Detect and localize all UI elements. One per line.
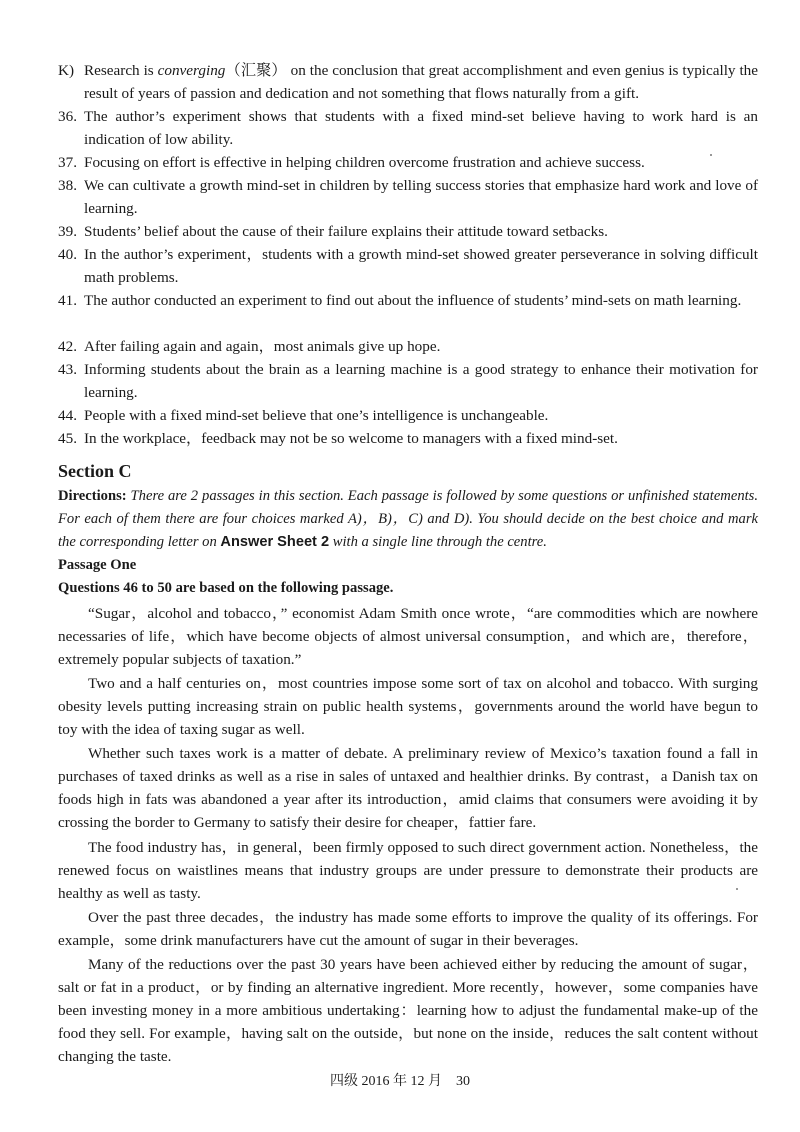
statement-number: 36. — [58, 108, 77, 125]
directions — [58, 485, 758, 554]
statement-text: People with a fixed mind-set believe that one’s intelligence is unchangeable. — [84, 407, 549, 424]
directions-text-1: There are 2 passages in this section. Each passage is followed by some questions or unfinished statements. For each of them there are four choices marked A)，B)，C) and D). You should decide on the best choice and mark the corresponding letter on — [58, 488, 758, 550]
statement-text: Focusing on effort is effective in helping children overcome frustration and achieve success. — [84, 154, 645, 171]
page-footer: 四级 2016 年 12 月 30 — [330, 1074, 470, 1089]
passage-paragraph: “Sugar，alcohol and tobacco，” economist Adam Smith once wrote，“are commodities which are nowhere necessaries of life，which have become objects of almost universal consumption，and which are，therefore，extremely popular subjects of taxation.” — [58, 605, 758, 668]
item-k-text — [84, 59, 758, 105]
statement-text: In the workplace，feedback may not be so welcome to managers with a fixed mind-set. — [84, 430, 618, 447]
questions-label: Questions 46 to 50 are based on the following passage. — [58, 580, 394, 596]
statement-text: Informing students about the brain as a learning machine is a good strategy to enhance their motivation for learning. — [84, 361, 758, 401]
statement-number: 39. — [58, 223, 77, 240]
passage-paragraph: Over the past three decades，the industry has made some efforts to improve the quality of its offerings. For example，some drink manufacturers have cut the amount of sugar in their beverages. — [58, 909, 758, 949]
statement-number: 42. — [58, 338, 77, 355]
statement-number: 44. — [58, 407, 77, 424]
directions-text-2: with a single line through the centre. — [329, 534, 547, 550]
directions-label: Directions: — [58, 488, 127, 504]
passage-paragraph: Many of the reductions over the past 30 years have been achieved either by reducing the amount of sugar，salt or fat in a product，or by finding an alternative ingredient. More recently，however，some companies have been investing money in a more ambitious undertaking：learning how to adjust the fundamental make-up of the food they sell. For example，having salt on the outside，but none on the inside，reduces the salt content without changing the taste. — [58, 956, 758, 1065]
statement-number: 38. — [58, 177, 77, 194]
item-k-italic-word: converging — [157, 62, 226, 79]
item-k-label: K) — [58, 62, 75, 79]
statement-number: 40. — [58, 246, 77, 263]
section-c-title: Section C — [58, 461, 132, 481]
statement-number: 37. — [58, 154, 77, 171]
item-k-cn-gloss: （汇聚） — [225, 62, 287, 79]
statement-text: After failing again and again，most animals give up hope. — [84, 338, 441, 355]
statement-text: The author’s experiment shows that students with a fixed mind-set believe having to work hard is an indication of low ability. — [84, 108, 758, 148]
scan-speck — [710, 154, 712, 156]
item-k-post: on the conclusion that great accomplishment and even genius is typically the result of years of passion and dedication and not something that flows naturally from a gift. — [84, 62, 758, 102]
statement-text: We can cultivate a growth mind-set in children by telling success stories that emphasize hard work and love of learning. — [84, 177, 758, 217]
statement-number: 41. — [58, 292, 77, 309]
scan-speck — [736, 888, 738, 890]
statement-text: Students’ belief about the cause of their failure explains their attitude toward setbacks. — [84, 223, 608, 240]
answer-sheet-label: Answer Sheet 2 — [220, 534, 330, 550]
passage-label: Passage One — [58, 557, 137, 573]
statement-text: The author conducted an experiment to find out about the influence of students’ mind-sets on math learning. — [84, 292, 742, 309]
item-k-pre: Research is — [84, 62, 158, 79]
passage-paragraph: Two and a half centuries on，most countries impose some sort of tax on alcohol and tobacco. With surging obesity levels putting increasing strain on public health systems，governments around the world have begun to toy with the idea of taxing sugar as well. — [58, 675, 758, 738]
statement-number: 43. — [58, 361, 77, 378]
passage-paragraph: Whether such taxes work is a matter of debate. A preliminary review of Mexico’s taxation found a fall in purchases of taxed drinks as well as a rise in sales of untaxed and healthier drinks. By contrast，a Danish tax on foods high in fats was abandoned a year after its introduction，amid claims that consumers were avoiding it by crossing the border to Germany to satisfy their desire for cheaper，fattier fare. — [58, 745, 758, 831]
statement-number: 45. — [58, 430, 77, 447]
statement-text: In the author’s experiment，students with a growth mind-set showed greater perseverance in solving difficult math problems. — [84, 246, 758, 286]
passage-paragraph: The food industry has，in general，been firmly opposed to such direct government action. Nonetheless，the renewed focus on waistlines means that industry groups are under pressure to demonstrate their products are healthy as well as tasty. — [58, 839, 758, 902]
